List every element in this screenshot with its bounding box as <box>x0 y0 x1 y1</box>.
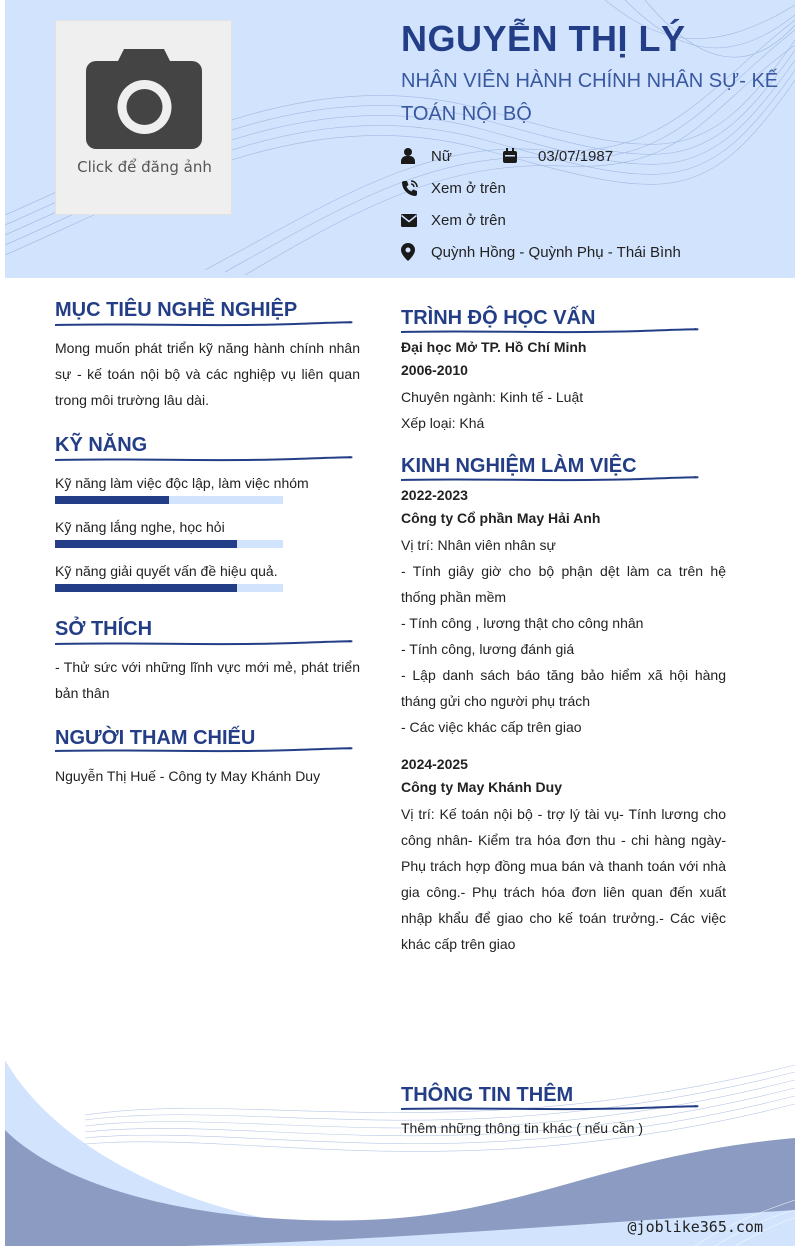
extra-info-title: THÔNG TIN THÊM <box>401 1084 574 1106</box>
job-duty: - Tính giây giờ cho bộ phận dệt làm ca trên hệ thống phần mềm <box>401 563 726 605</box>
map-pin-icon <box>401 243 431 261</box>
gender-value: Nữ <box>431 147 452 165</box>
extra-info-underline <box>401 1104 701 1112</box>
hobbies-text: - Thử sức với những lĩnh vực mới mẻ, phát triển bản thân <box>55 659 360 701</box>
skill-label: Kỹ năng giải quyết vấn đề hiệu quả. <box>55 563 278 579</box>
phone-value: Xem ở trên <box>431 179 506 197</box>
calendar-icon <box>502 148 538 164</box>
dob-row <box>502 145 613 167</box>
skill-label: Kỹ năng lắng nghe, học hỏi <box>55 519 225 535</box>
user-icon <box>401 148 431 164</box>
objective-title: MỤC TIÊU NGHỀ NGHIỆP <box>55 299 298 321</box>
education-title: TRÌNH ĐỘ HỌC VẤN <box>401 307 596 329</box>
address-value: Quỳnh Hồng - Quỳnh Phụ - Thái Bình <box>431 243 681 261</box>
watermark: @joblike365.com <box>627 1218 763 1236</box>
skill-label: Kỹ năng làm việc độc lập, làm việc nhóm <box>55 475 309 491</box>
references-title: NGƯỜI THAM CHIẾU <box>55 727 256 749</box>
gender-row <box>401 145 452 167</box>
cv-page <box>5 0 795 1246</box>
skill-bar-fill <box>55 584 237 592</box>
candidate-name: NGUYỄN THỊ LÝ <box>401 18 686 59</box>
job-position: Vị trí: Nhân viên nhân sự <box>401 537 556 553</box>
experience-title: KINH NGHIỆM LÀM VIỆC <box>401 455 637 477</box>
references-underline <box>55 746 355 754</box>
header-banner <box>5 0 795 278</box>
skill-bar-fill <box>55 540 237 548</box>
education-school: Đại học Mở TP. Hồ Chí Minh <box>401 339 587 355</box>
envelope-icon <box>401 214 431 227</box>
job-duty: - Các việc khác cấp trên giao <box>401 719 582 735</box>
address-row <box>401 241 681 263</box>
job-company: Công ty Cổ phần May Hải Anh <box>401 510 601 526</box>
job-period: 2022-2023 <box>401 487 468 503</box>
dob-value: 03/07/1987 <box>538 147 614 165</box>
phone-icon <box>401 180 431 197</box>
email-row <box>401 209 506 231</box>
objective-underline <box>55 320 355 328</box>
photo-upload-label: Click để đăng ảnh <box>77 158 212 176</box>
job-title: NHÂN VIÊN HÀNH CHÍNH NHÂN SỰ- KẾ TOÁN NỘI BỘ <box>401 70 779 125</box>
hobbies-underline <box>55 639 355 647</box>
photo-placeholder[interactable] <box>55 20 232 215</box>
skill-bar <box>55 540 283 548</box>
job-duty: - Tính công, lương đánh giá <box>401 641 575 657</box>
education-major: Chuyên ngành: Kinh tế - Luật <box>401 389 584 405</box>
experience-underline <box>401 475 701 483</box>
extra-info-text: Thêm những thông tin khác ( nếu cần ) <box>401 1120 644 1136</box>
education-underline <box>401 327 701 335</box>
skills-title: KỸ NĂNG <box>55 434 148 456</box>
references-text: Nguyễn Thị Huế - Công ty May Khánh Duy <box>55 768 321 784</box>
job-duty: - Tính công , lương thật cho công nhân <box>401 615 644 631</box>
skill-bar <box>55 584 283 592</box>
camera-icon <box>86 49 203 151</box>
skill-bar <box>55 496 283 504</box>
job-period: 2024-2025 <box>401 756 468 772</box>
job-company: Công ty May Khánh Duy <box>401 779 563 795</box>
education-years: 2006-2010 <box>401 362 468 378</box>
job-duty: - Lập danh sách báo tăng bảo hiểm xã hội hàng tháng gửi cho người phụ trách <box>401 667 726 709</box>
footer-wave-decoration <box>5 1050 795 1246</box>
objective-text: Mong muốn phát triển kỹ năng hành chính nhân sự - kế toán nội bộ và các nghiệp vụ liên quan trong môi trường lâu dài. <box>55 340 360 408</box>
email-value: Xem ở trên <box>431 211 506 229</box>
phone-row <box>401 177 506 199</box>
skill-bar-fill <box>55 496 169 504</box>
education-rank: Xếp loại: Khá <box>401 415 485 431</box>
job-description: Vị trí: Kế toán nội bộ - trợ lý tài vụ- Tính lương cho công nhân- Kiểm tra hóa đơn thu - chi hàng ngày- Phụ trách hợp đồng mua bán và thanh toán với nhà gia công.- Phụ trách hóa đơn liên quan đến xuất nhập khẩu để giao cho kế toán trưởng.- Các việc khác cấp trên giao <box>401 806 726 952</box>
skills-underline <box>55 455 355 463</box>
hobbies-title: SỞ THÍCH <box>55 618 153 640</box>
